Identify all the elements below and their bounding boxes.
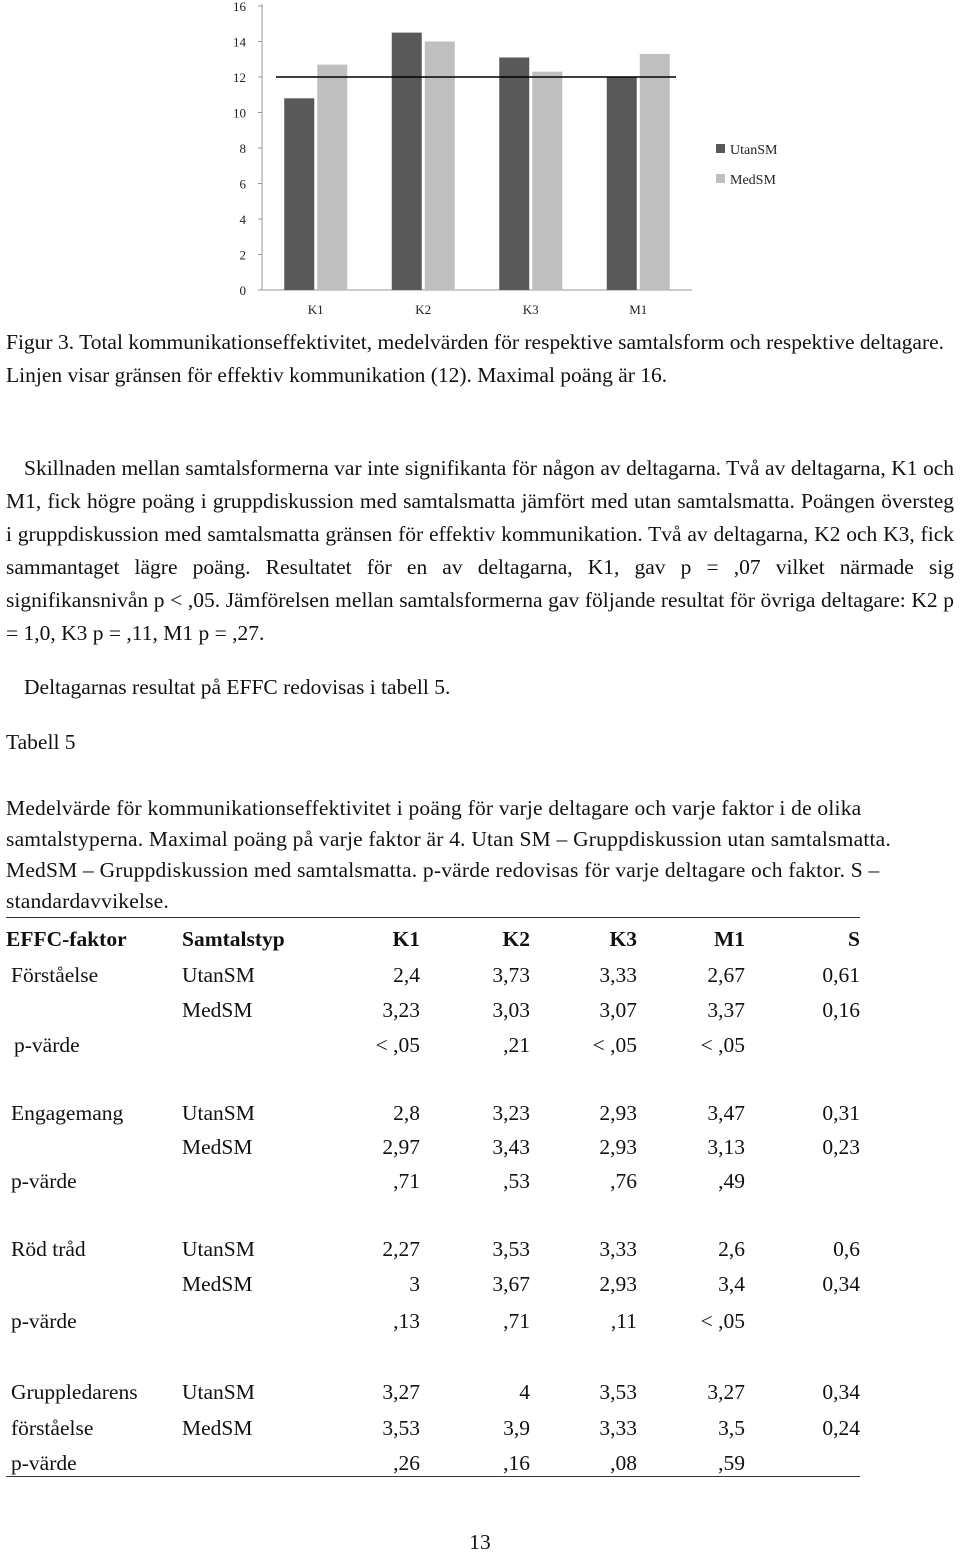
table-cell: 3,33 [599, 1236, 637, 1261]
table-cell: 3,53 [492, 1236, 530, 1261]
table-cell: 2,27 [382, 1236, 420, 1261]
bar-MedSM-K1 [317, 65, 347, 290]
p-value-label: p-värde [11, 1168, 77, 1193]
table-cell: 3,53 [382, 1415, 420, 1440]
table-caption: Medelvärde för kommunikationseffektivitet i poäng för varje deltagare och varje faktor i de olika samtalstyperna. Maximal poäng på varje faktor är 4. Utan SM – Gruppdiskussion utan samtalsmatta. MedSM – Gruppdiskussion med samtalsmatta. p-värde redovisas för varje deltagare och faktor. S – standardavvikelse. [6, 796, 891, 913]
p-value-cell: < ,05 [592, 1032, 637, 1057]
p-value-cell: ,26 [393, 1450, 420, 1475]
table-cell: 2,93 [599, 1100, 637, 1125]
table-cell: MedSM [182, 1134, 253, 1159]
table-cell: 2,97 [382, 1134, 420, 1159]
table-cell: 0,16 [822, 997, 860, 1022]
table-cell: 3,33 [599, 962, 637, 987]
legend-swatch [716, 144, 725, 153]
table-cell: 2,8 [393, 1100, 420, 1125]
table-cell: 2,4 [393, 962, 420, 987]
x-tick-label: K3 [522, 302, 539, 317]
table-cell: 0,24 [822, 1415, 860, 1440]
p-value-cell: < ,05 [700, 1032, 745, 1057]
bar-MedSM-K3 [532, 72, 562, 290]
table-row [6, 1266, 860, 1302]
table-cell: 0,6 [833, 1236, 860, 1261]
chart-legend [716, 143, 778, 188]
table-cell: 3,23 [492, 1100, 530, 1125]
factor-cell: Röd tråd [11, 1236, 86, 1261]
table-bottom-rule [6, 1476, 860, 1477]
table-cell: 3,27 [707, 1379, 745, 1404]
table-cell: 0,23 [822, 1134, 860, 1159]
table-cell: 3 [409, 1271, 420, 1296]
header-cell: M1 [713, 927, 745, 951]
table-cell: 3,13 [707, 1134, 745, 1159]
y-tick-label: 14 [233, 34, 246, 50]
bar-UtanSM-K3 [499, 57, 529, 290]
figure-caption: Figur 3. Total kommunikationseffektivitet, medelvärden för respektive samtalsform och respektive deltagare. Linjen visar gränsen för effektiv kommunikation (12). Maximal poäng är 16. [6, 330, 945, 387]
table-row [6, 1130, 860, 1164]
table-row [6, 1410, 860, 1446]
p-value-cell: ,76 [610, 1168, 637, 1193]
bar-MedSM-M1 [640, 54, 670, 290]
table-row [6, 1232, 860, 1266]
p-value-cell: ,71 [393, 1168, 420, 1193]
x-tick-label: K2 [415, 302, 432, 317]
table-cell: 3,4 [718, 1271, 745, 1296]
y-tick-label: 2 [239, 247, 246, 263]
table-cell: UtanSM [182, 1236, 255, 1261]
header-cell: K3 [609, 927, 637, 951]
legend-label: UtanSM [730, 143, 778, 158]
p-value-cell: ,53 [503, 1168, 530, 1193]
p-value-cell: ,11 [610, 1308, 637, 1333]
factor-cell: Engagemang [11, 1100, 124, 1125]
table-cell: 0,34 [822, 1379, 860, 1404]
bar-UtanSM-M1 [607, 77, 637, 290]
effc-table [6, 921, 860, 1480]
table-cell: 3,53 [599, 1379, 637, 1404]
factor-cell: Förståelse [11, 962, 99, 987]
p-value-cell: ,08 [610, 1450, 637, 1475]
y-tick-label: 0 [239, 283, 246, 298]
table-cell: 3,37 [707, 997, 745, 1022]
table-cell: MedSM [182, 1415, 253, 1440]
header-cell: Samtalstyp [182, 927, 285, 951]
table-cell: 3,27 [382, 1379, 420, 1404]
bar-chart [0, 0, 960, 322]
x-tick-label: K1 [307, 302, 324, 317]
p-value-row [6, 1446, 860, 1480]
table-row [6, 992, 860, 1028]
legend-label: MedSM [730, 173, 776, 188]
header-cell: K2 [502, 927, 530, 951]
table-cell: 2,93 [599, 1134, 637, 1159]
table-cell: 3,23 [382, 997, 420, 1022]
bar-UtanSM-K2 [392, 33, 422, 290]
table-cell: 3,47 [707, 1100, 745, 1125]
table-cell: MedSM [182, 1271, 253, 1296]
bar-MedSM-K2 [425, 42, 455, 291]
body-paragraph-2: Deltagarnas resultat på EFFC redovisas i tabell 5. [24, 675, 451, 699]
p-value-row [6, 1164, 860, 1198]
table-cell: 0,61 [822, 962, 860, 987]
table-cell: 3,9 [503, 1415, 530, 1440]
table-cell: 2,93 [599, 1271, 637, 1296]
header-cell: K1 [392, 927, 420, 951]
p-value-cell: ,21 [503, 1032, 530, 1057]
p-value-label: p-värde [11, 1450, 77, 1475]
bar-UtanSM-K1 [284, 98, 314, 290]
table-row [6, 958, 860, 992]
x-tick-label: M1 [629, 302, 648, 317]
table-cell: 0,34 [822, 1271, 860, 1296]
p-value-cell: < ,05 [375, 1032, 420, 1057]
p-value-label: p-värde [14, 1032, 80, 1057]
p-value-row [6, 1302, 860, 1340]
table-cell: 3,03 [492, 997, 530, 1022]
table-cell: MedSM [182, 997, 253, 1022]
table-cell: 3,43 [492, 1134, 530, 1159]
p-value-row [6, 1028, 860, 1062]
y-tick-label: 6 [239, 176, 246, 192]
table-cell: 0,31 [822, 1100, 860, 1125]
p-value-cell: ,16 [503, 1450, 530, 1475]
y-tick-label: 10 [233, 105, 246, 121]
y-tick-label: 8 [239, 141, 246, 156]
table-row [6, 1374, 860, 1410]
chart-bars [284, 33, 670, 290]
table-cell: UtanSM [182, 1379, 255, 1404]
table-header-row [6, 921, 860, 958]
table-top-rule [6, 917, 860, 918]
y-tick-label: 4 [239, 212, 246, 227]
legend-swatch [716, 174, 725, 183]
table-cell: 3,67 [492, 1271, 530, 1296]
p-value-cell: ,49 [718, 1168, 745, 1193]
p-value-cell: < ,05 [700, 1308, 745, 1333]
page-number: 13 [469, 1530, 491, 1554]
table-cell: UtanSM [182, 1100, 255, 1125]
body-paragraph-1: Skillnaden mellan samtalsformerna var inte signifikanta för någon av deltagarna. Två av deltagarna, K1 och M1, fick högre poäng i gruppdiskussion med samtalsmatta jämfört med utan samtalsmatta. Poängen översteg i gruppdiskussion med samtalsmatta gränsen för effektiv kommunikation. Två av deltagarna, K2 och K3, fick sammantaget lägre poäng. Resultatet för en av deltagarna, K1, gav p = ,07 vilket närmade sig signifikansnivån p < ,05. Jämförelsen mellan samtalsformerna gav följande resultat för övriga deltagare: K2 p = 1,0, K3 p = ,11, M1 p = ,27. [6, 456, 954, 645]
header-cell: EFFC-faktor [6, 927, 127, 951]
table-cell: 4 [519, 1379, 530, 1404]
table-cell: UtanSM [182, 962, 255, 987]
table-label: Tabell 5 [6, 730, 76, 754]
p-value-cell: ,59 [718, 1450, 745, 1475]
table-cell: 2,67 [707, 962, 745, 987]
table-row [6, 1096, 860, 1130]
table-cell: 3,33 [599, 1415, 637, 1440]
factor-cell: Gruppledarens [11, 1379, 138, 1404]
table-cell: 3,07 [599, 997, 637, 1022]
header-cell: S [848, 927, 860, 951]
table-cell: 3,73 [492, 962, 530, 987]
table-cell: 3,5 [718, 1415, 745, 1440]
p-value-cell: ,13 [393, 1308, 420, 1333]
y-tick-label: 12 [233, 70, 246, 85]
factor-cell: förståelse [11, 1415, 94, 1440]
y-tick-label: 16 [233, 0, 246, 14]
p-value-label: p-värde [11, 1308, 77, 1333]
p-value-cell: ,71 [503, 1308, 530, 1333]
table-cell: 2,6 [718, 1236, 745, 1261]
